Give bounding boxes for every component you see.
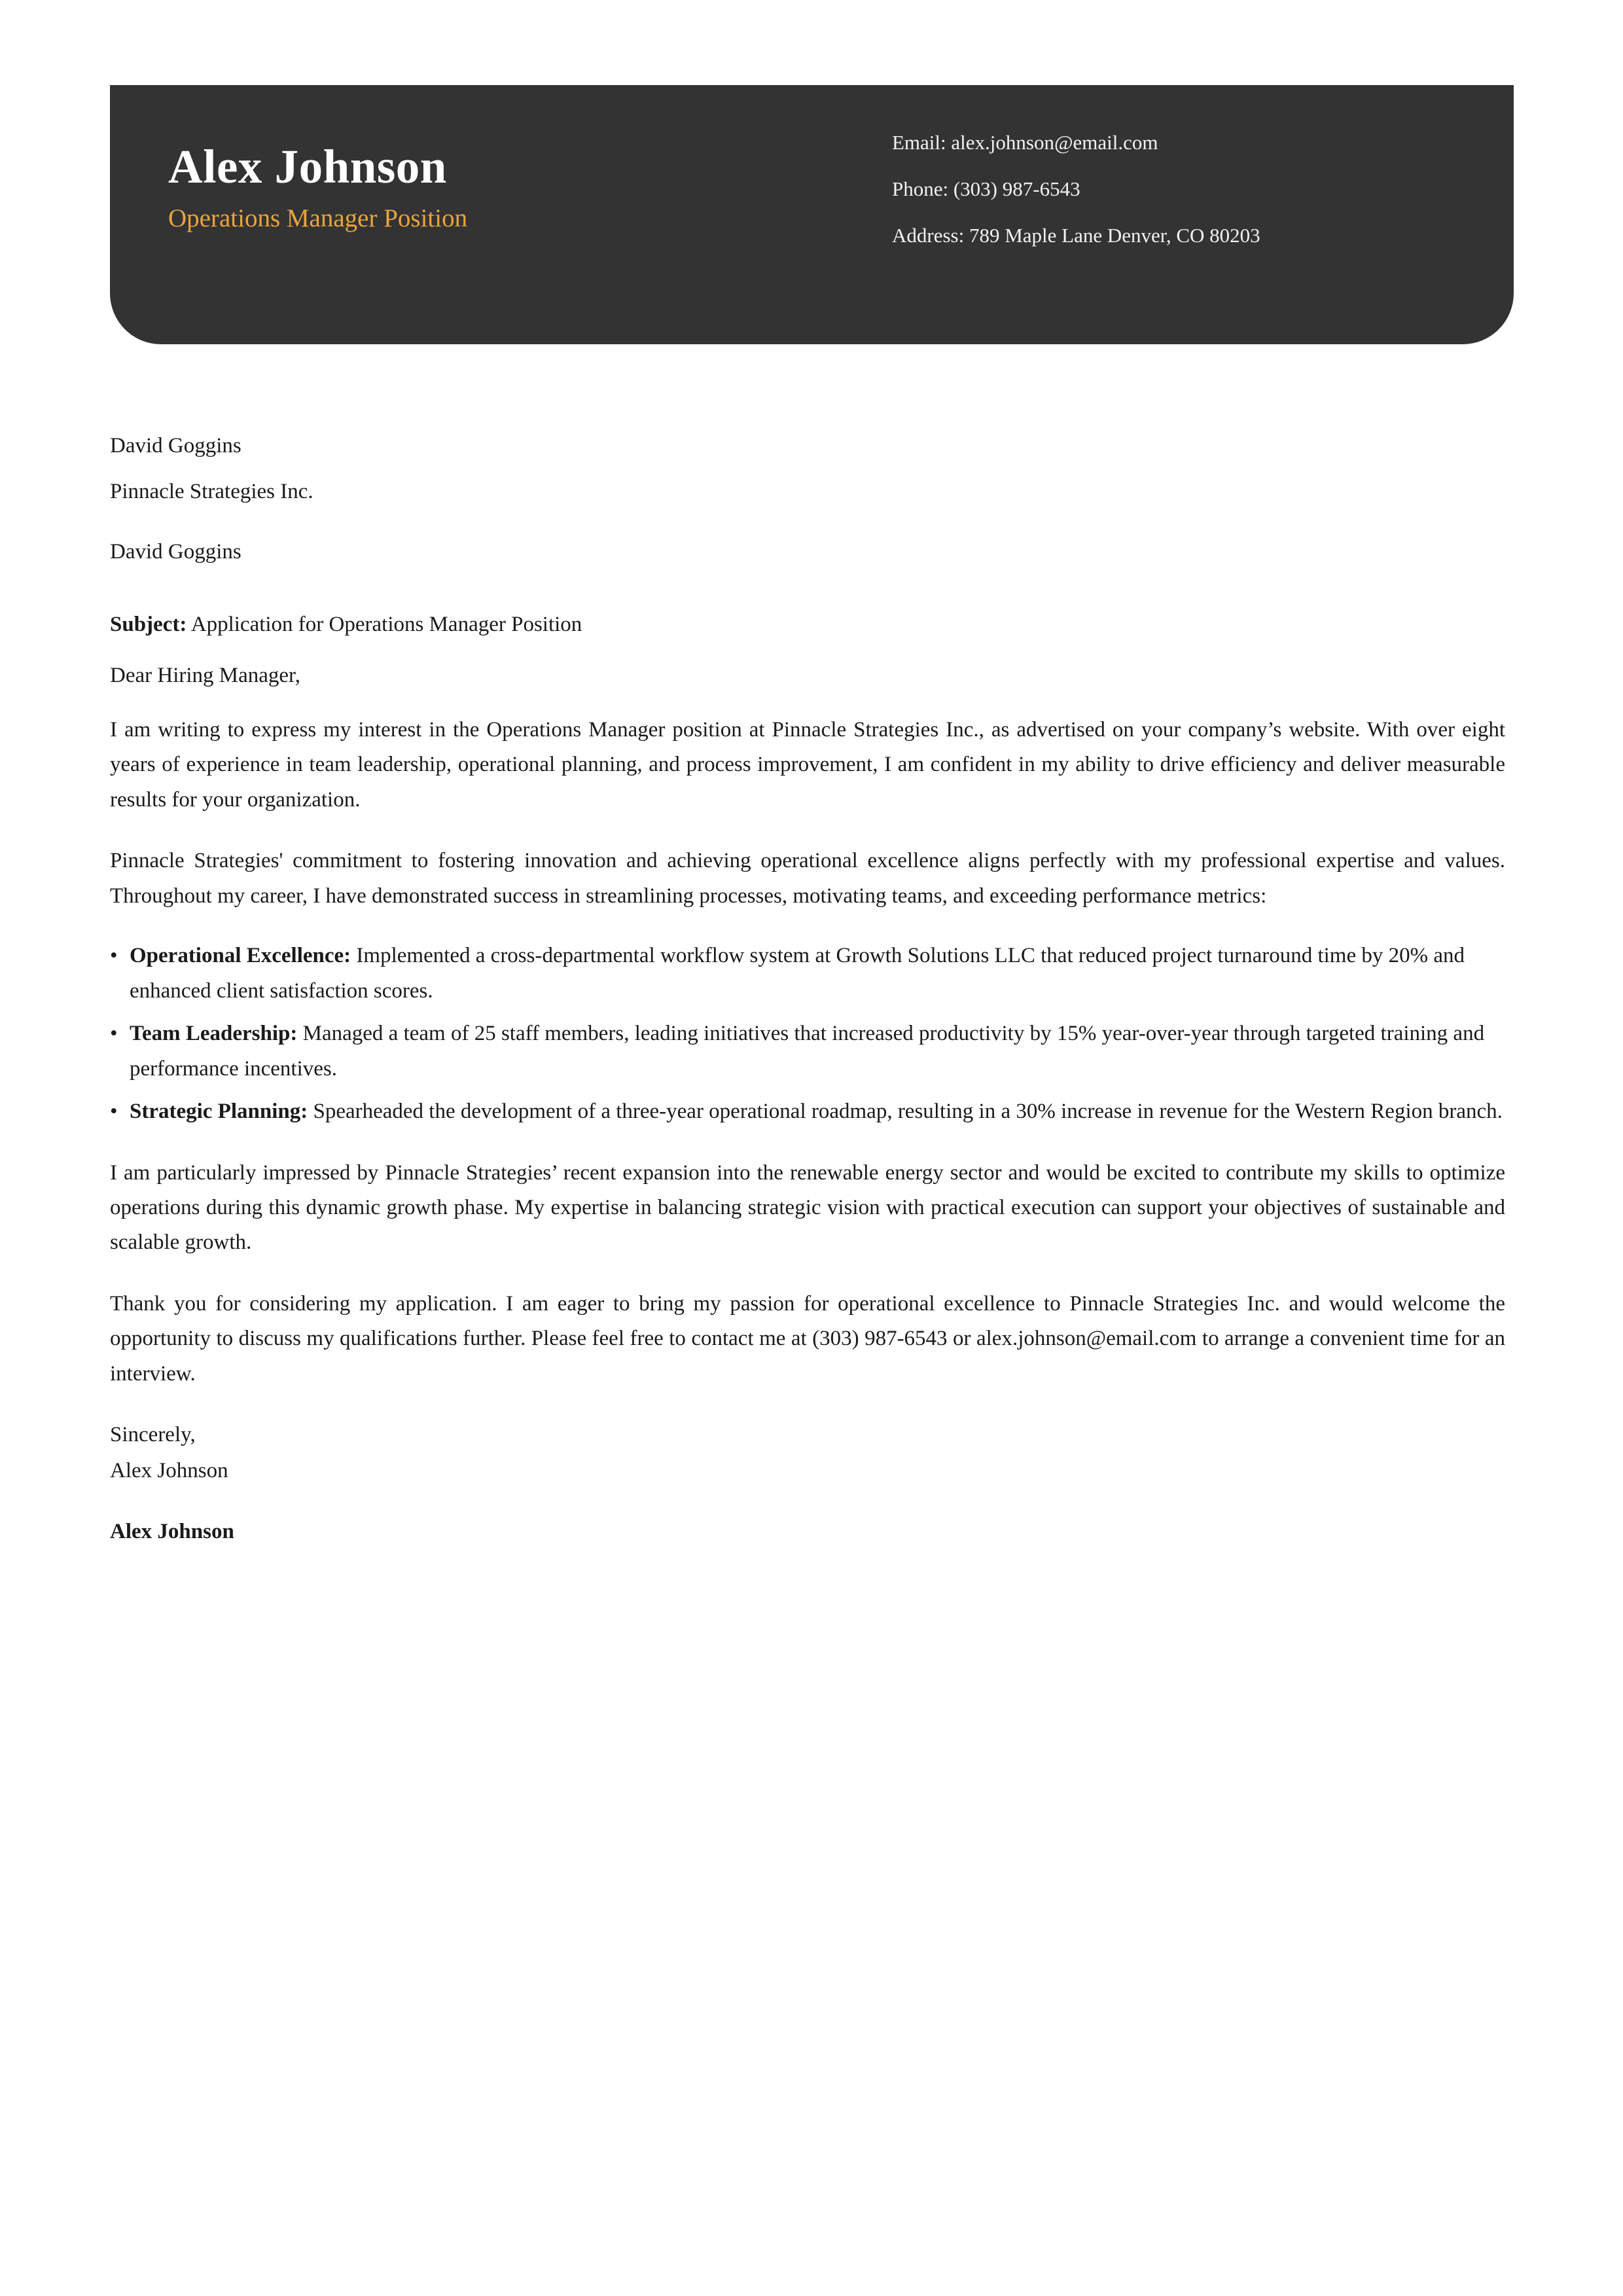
list-item bbox=[110, 1094, 1505, 1129]
contact-details-block bbox=[892, 132, 1260, 245]
achievements-list bbox=[110, 939, 1505, 1129]
closing-name: Alex Johnson bbox=[110, 1459, 228, 1483]
bullet-point-icon: • bbox=[110, 944, 118, 968]
list-item bbox=[110, 1016, 1505, 1086]
subject-line bbox=[110, 614, 1505, 636]
recipient-spacer bbox=[110, 527, 1505, 541]
bullet-label: Team Leadership: bbox=[130, 1022, 298, 1046]
recipient-company: Pinnacle Strategies Inc. bbox=[110, 480, 313, 503]
bullet-label: Strategic Planning: bbox=[130, 1100, 308, 1124]
bullet-label: Operational Excellence: bbox=[130, 944, 351, 968]
letter-header-banner bbox=[110, 85, 1514, 344]
list-item bbox=[110, 939, 1505, 1009]
bullet-text: Spearheaded the development of a three-year operational roadmap, resulting in a 30% increase in revenue for the Western Region branch. bbox=[308, 1100, 1503, 1124]
bullet-point-icon: • bbox=[110, 1100, 118, 1124]
signature-name: Alex Johnson bbox=[110, 1519, 234, 1543]
bullet-text: Implemented a cross-departmental workflow system at Growth Solutions LLC that reduced project turnaround time by 20% and enhanced client satisfaction scores. bbox=[130, 944, 1465, 1003]
closing-block bbox=[110, 1419, 1505, 1487]
body-paragraph-3: I am particularly impressed by Pinnacle Strategies’ recent expansion into the renewable energy sector and would be excited to contribute my skills to optimize operations during this dynamic growth phase. My expertise in balancing strategic vision with practical execution can support your objectives of sustainable and scalable growth. bbox=[110, 1160, 1505, 1255]
letter-body bbox=[110, 435, 1505, 1543]
body-paragraph-4: Thank you for considering my application. I am eager to bring my passion for operational excellence to Pinnacle Strategies Inc. and would welcome the opportunity to discuss my qualifications further. Please feel free to contact me at (303) 987-6543 or alex.johnson@email.com to arrange a convenient time for an interview. bbox=[110, 1291, 1505, 1386]
bullet-point-icon: • bbox=[110, 1022, 118, 1046]
bullet-text: Managed a team of 25 staff members, leading initiatives that increased productivity by 15% year-over-year through targeted training and performance incentives. bbox=[130, 1022, 1485, 1081]
body-paragraph-1: I am writing to express my interest in the Operations Manager position at Pinnacle Strategies Inc., as advertised on your company’s website. With over eight years of experience in team leadership, operational planning, and process improvement, I am confident in my ability to drive efficiency and deliver measurable results for your organization. bbox=[110, 718, 1505, 812]
attention-name: David Goggins bbox=[110, 540, 241, 564]
subject-label: Subject: bbox=[110, 613, 187, 636]
recipient-name: David Goggins bbox=[110, 434, 241, 457]
applicant-identity-block bbox=[168, 141, 467, 233]
applicant-name: Alex Johnson bbox=[168, 140, 447, 193]
applicant-role-subtitle: Operations Manager Position bbox=[168, 204, 468, 233]
header-inner bbox=[110, 85, 1514, 344]
body-paragraph-2: Pinnacle Strategies' commitment to fostering innovation and achieving operational excellence aligns perfectly with my professional expertise and values. Throughout my career, I have demonstrated success in streamlining processes, motivating teams, and exceeding performance metrics: bbox=[110, 849, 1505, 908]
salutation: Dear Hiring Manager, bbox=[110, 664, 300, 687]
subject-text: Application for Operations Manager Position bbox=[187, 613, 582, 636]
contact-address: Address: 789 Maple Lane Denver, CO 80203 bbox=[892, 224, 1260, 247]
contact-email: Email: alex.johnson@email.com bbox=[892, 131, 1158, 154]
closing-word: Sincerely, bbox=[110, 1423, 196, 1447]
contact-phone: Phone: (303) 987-6543 bbox=[892, 177, 1080, 200]
